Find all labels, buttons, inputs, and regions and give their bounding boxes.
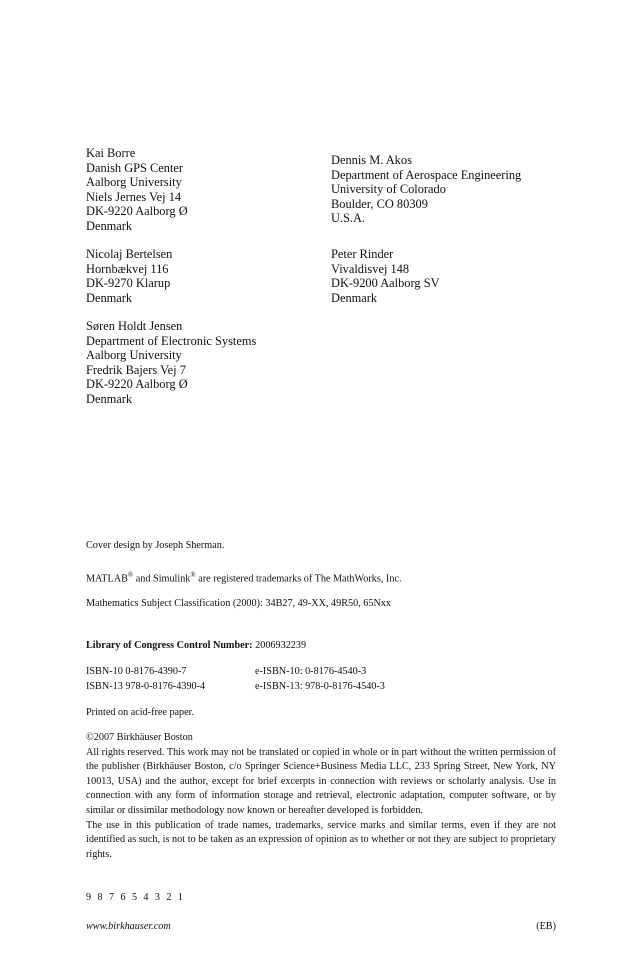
address-line: U.S.A.	[331, 211, 366, 226]
address-line: Department of Electronic Systems	[86, 333, 257, 348]
address-rinder	[331, 247, 440, 305]
address-line: Department of Aerospace Engineering	[331, 167, 522, 182]
msc-classification: Mathematics Subject Classification (2000): 34B27, 49-XX, 49R50, 65Nxx	[86, 598, 392, 609]
trademark-notice	[86, 568, 402, 587]
registered-mark: ®	[190, 571, 196, 579]
address-line: Denmark	[86, 218, 133, 233]
copyright-block	[86, 731, 556, 862]
rights-paragraph: All rights reserved. This work may not be translated or copied in whole or in part without the written permission of the publisher (Birkhäuser Boston, c/o Springer Science+Business Media LLC, 233 Spring Street, New York, NY 10013, USA) and the author, except for brief excerpts in connection with reviews or scholarly analysis. Use in connection with any form of information storage and retrieval, electronic adaptation, computer software, or by similar or dissimilar methodology now known or hereafter developed is forbidden.	[86, 746, 556, 816]
address-line: Nicolaj Bertelsen	[86, 247, 173, 261]
address-line: Denmark	[86, 391, 133, 406]
address-line: Aalborg University	[86, 175, 182, 190]
print-digit: 7	[108, 892, 115, 903]
address-line: University of Colorado	[331, 182, 446, 197]
isbn-13: ISBN-13 978-0-8176-4390-4	[86, 680, 206, 692]
copyright-line	[86, 731, 556, 746]
print-line	[86, 891, 189, 906]
print-digit: 2	[166, 892, 172, 903]
address-bertelsen	[86, 247, 172, 305]
print-digit: 5	[131, 892, 138, 903]
address-line: Kai Borre	[86, 146, 136, 160]
address-line: DK-9200 Aalborg SV	[331, 276, 440, 291]
lccn	[86, 639, 306, 654]
print-digit: 3	[154, 892, 160, 903]
print-digit: 4	[143, 892, 149, 903]
trademark-disclaimer: The use in this publication of trade names, trademarks, service marks and similar terms, even if they are not identified as such, is not to be taken as an expression of opinion as to whether or not they are subject to proprietary rights.	[86, 819, 556, 860]
registered-mark: ®	[127, 571, 134, 579]
trademark-matlab: MATLAB	[86, 573, 128, 585]
address-line: Fredrik Bajers Vej 7	[86, 362, 186, 377]
print-digit: 1	[177, 892, 183, 903]
address-borre	[86, 146, 188, 234]
address-line: Vivaldisvej 148	[331, 261, 410, 276]
address-line: DK-9270 Klarup	[86, 276, 171, 291]
print-digit: 9	[86, 892, 92, 903]
address-line: Aalborg University	[86, 348, 182, 363]
address-line: Peter Rinder	[331, 247, 394, 261]
address-line: Hornbækvej 116	[86, 261, 169, 276]
address-line: Danish GPS Center	[86, 160, 184, 175]
address-line: Denmark	[331, 290, 378, 305]
address-line: Boulder, CO 80309	[331, 196, 428, 211]
copyright-holder: 2007 Birkhäuser Boston	[93, 732, 193, 743]
address-jensen	[86, 319, 256, 407]
copyright-icon: ©	[86, 732, 94, 743]
trademark-simulink: and Simulink	[133, 573, 191, 585]
lccn-label: Library of Congress Control Number:	[86, 640, 253, 651]
address-line: Niels Jernes Vej 14	[86, 189, 182, 204]
address-line: Dennis M. Akos	[331, 153, 412, 167]
paper-notice: Printed on acid-free paper.	[86, 707, 195, 718]
print-digit: 8	[97, 892, 103, 903]
e-isbn-10: e-ISBN-10: 0-8176-4540-3	[255, 666, 367, 677]
address-akos	[331, 153, 521, 226]
lccn-value: 2006932239	[252, 640, 307, 651]
print-digit: 6	[120, 892, 126, 903]
isbn-10: ISBN-10 0-8176-4390-7	[86, 666, 187, 677]
address-line: DK-9220 Aalborg Ø	[86, 204, 188, 219]
address-line: Denmark	[86, 290, 133, 305]
trademark-owner: are registered trademarks of The MathWorks, Inc.	[195, 573, 402, 585]
printer-code: (EB)	[536, 921, 556, 932]
address-line: Søren Holdt Jensen	[86, 319, 183, 333]
cover-design-credit: Cover design by Joseph Sherman.	[86, 540, 225, 551]
e-isbn-13: e-ISBN-13: 978-0-8176-4540-3	[255, 680, 385, 692]
isbn-block	[86, 665, 385, 694]
address-line: DK-9220 Aalborg Ø	[86, 377, 188, 392]
publisher-url[interactable]: www.birkhauser.com	[86, 921, 171, 932]
